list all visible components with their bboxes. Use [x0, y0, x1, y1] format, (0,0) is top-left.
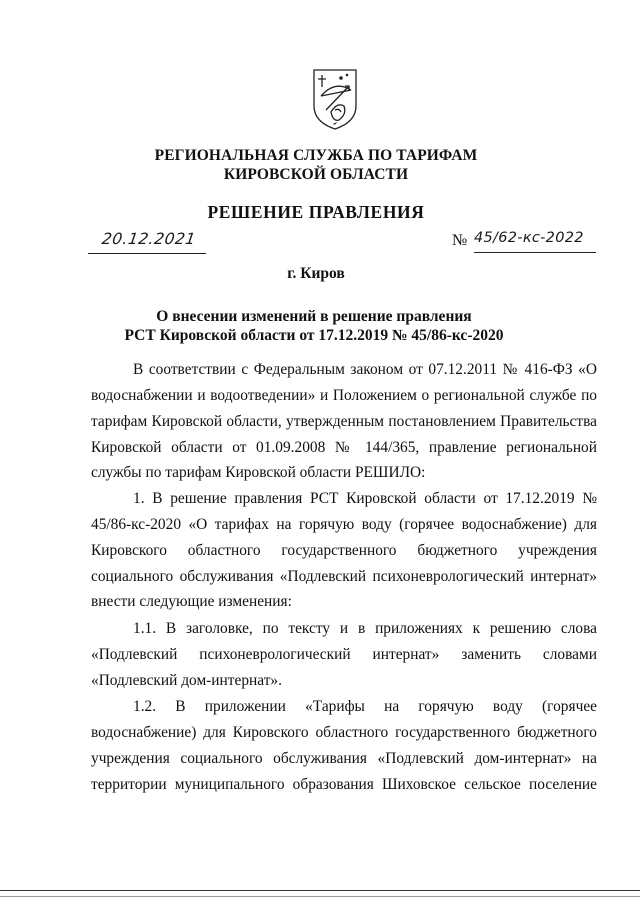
- body-line: 1.1. В заголовке, по тексту и в приложениях к решению слова: [133, 620, 597, 637]
- body-line: внести следующие изменения:: [91, 593, 292, 610]
- agency-name-line2: КИРОВСКОЙ ОБЛАСТИ: [223, 166, 409, 183]
- subject-line1: О внесении изменений в решение правления: [156, 308, 472, 325]
- decision-date-handwritten: 20.12.2021: [100, 230, 198, 248]
- body-line: водоснабжении и водоотведении» и Положением о региональной службе по: [91, 387, 597, 404]
- scan-edge-line: [0, 890, 640, 891]
- body-line: Кировского областного государственного бюджетного учреждения: [91, 542, 597, 559]
- subject-line2: РСТ Кировской области от 17.12.2019 № 45/86-кс-2020: [124, 327, 504, 344]
- body-line: В соответствии с Федеральным законом от 07.12.2011 № 416-ФЗ «О: [133, 361, 597, 378]
- body-line: службы по тарифам Кировской области РЕШИЛО:: [91, 464, 426, 481]
- body-line: социального обслуживания «Подлевский психоневрологический интернат»: [91, 568, 597, 585]
- scan-edge-line: [0, 896, 640, 897]
- body-line: Кировской области от 01.09.2008 № 144/365, правление региональной: [91, 439, 597, 456]
- decision-number-field: [452, 229, 597, 253]
- document-type-title: РЕШЕНИЕ ПРАВЛЕНИЯ: [207, 202, 425, 222]
- agency-name-line1: РЕГИОНАЛЬНАЯ СЛУЖБА ПО ТАРИФАМ: [154, 147, 478, 164]
- decision-number-handwritten: 45/62-кс-2022: [474, 230, 596, 253]
- kirov-coat-of-arms-icon: [311, 66, 359, 132]
- body-line: территории муниципального образования Шиховское сельское поселение: [91, 776, 597, 793]
- body-line: водоснабжение) для Кировского областного государственного бюджетного: [91, 724, 597, 741]
- number-sign: №: [452, 232, 468, 249]
- body-line: 1.2. В приложении «Тарифы на горячую воду (горячее: [133, 698, 597, 715]
- decision-date-field: [88, 229, 206, 254]
- body-line: 45/86-кс-2020 «О тарифах на горячую воду (горячее водоснабжение) для: [91, 516, 597, 533]
- body-line: тарифам Кировской области, утвержденным постановлением Правительства: [91, 413, 597, 430]
- body-line: «Подлевский дом-интернат».: [91, 672, 282, 689]
- body-line: учреждения социального обслуживания «Подлевский дом-интернат» на: [91, 750, 597, 767]
- body-line: 1. В решение правления РСТ Кировской области от 17.12.2019 №: [133, 490, 597, 507]
- city-name: г. Киров: [287, 265, 345, 282]
- body-line: «Подлевский психоневрологический интернат» заменить словами: [91, 646, 597, 663]
